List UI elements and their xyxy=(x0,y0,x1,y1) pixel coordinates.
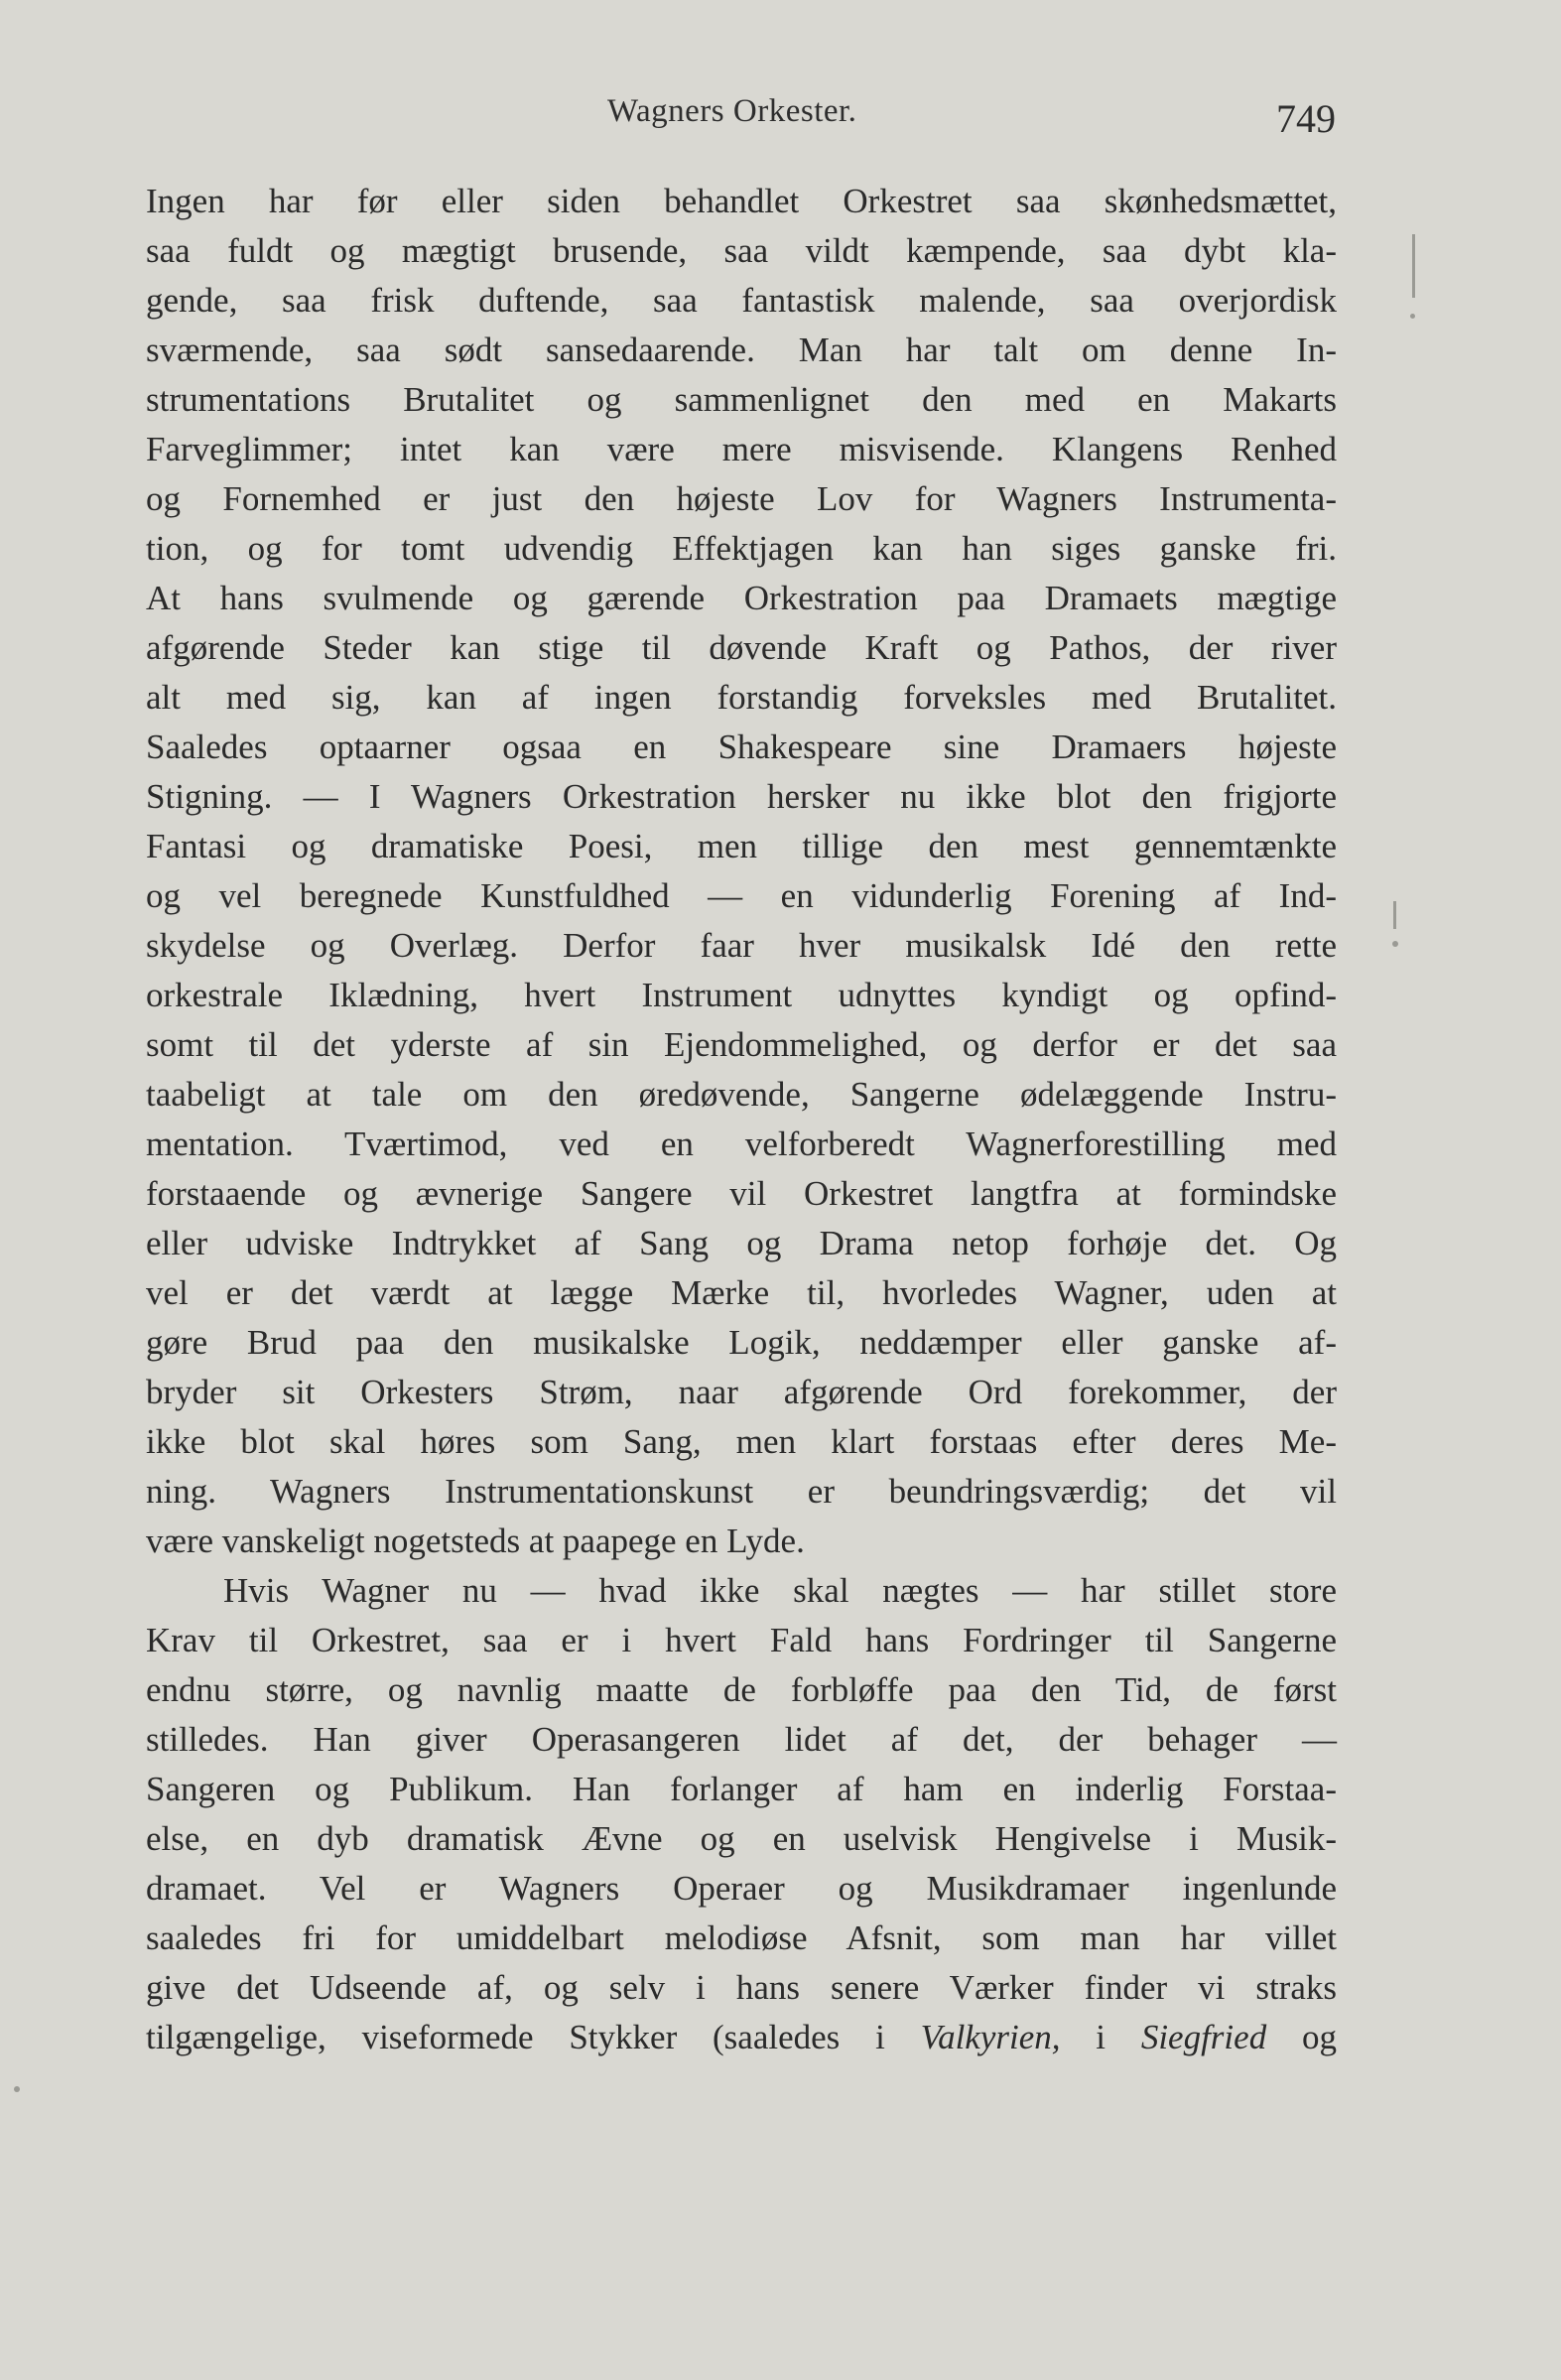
text-line: Fantasi og dramatiske Poesi, men tillige den mest gennemtænkte xyxy=(146,827,1337,865)
text-line: stilledes. Han giver Operasangeren lidet af det, der behager — xyxy=(146,1720,1337,1759)
text-line: skydelse og Overlæg. Derfor faar hver musikalsk Idé den rette xyxy=(146,926,1337,965)
text-fragment: og xyxy=(1266,2018,1337,2056)
text-line: og Fornemhed er just den højeste Lov for Wagners Instrumenta- xyxy=(146,479,1337,518)
text-line: vel er det værdt at lægge Mærke til, hvorledes Wagner, uden at xyxy=(146,1273,1337,1312)
text-line: ning. Wagners Instrumentationskunst er beundringsværdig; det vil xyxy=(146,1472,1337,1511)
text-line: saaledes fri for umiddelbart melodiøse Afsnit, som man har villet xyxy=(146,1918,1337,1957)
text-line: og vel beregnede Kunstfuldhed — en vidunderlig Forening af Ind- xyxy=(146,876,1337,915)
text-line-with-titles xyxy=(146,2013,1337,2062)
text-fragment: i xyxy=(1060,2018,1141,2056)
text-line: Farveglimmer; intet kan være mere misvisende. Klangens Renhed xyxy=(146,430,1337,468)
margin-speck xyxy=(1412,234,1415,298)
text-line: taabeligt at tale om den øredøvende, Sangerne ødelæggende Instru- xyxy=(146,1075,1337,1114)
text-line: afgørende Steder kan stige til døvende Kraft og Pathos, der river xyxy=(146,628,1337,667)
text-line: strumentations Brutalitet og sammenlignet den med en Makarts xyxy=(146,380,1337,419)
paragraph-start-line: Hvis Wagner nu — hvad ikke skal nægtes — har stillet store xyxy=(223,1571,1337,1610)
text-line: gøre Brud paa den musikalske Logik, neddæmper eller ganske af- xyxy=(146,1323,1337,1362)
text-line: give det Udseende af, og selv i hans senere Værker finder vi straks xyxy=(146,1968,1337,2007)
text-line: Saaledes optaarner ogsaa en Shakespeare sine Dramaers højeste xyxy=(146,727,1337,766)
margin-speck xyxy=(1392,941,1398,947)
page-number: 749 xyxy=(1276,96,1336,141)
text-line: gende, saa frisk duftende, saa fantastisk malende, saa overjordisk xyxy=(146,281,1337,320)
text-line: sværmende, saa sødt sansedaarende. Man har talt om denne In- xyxy=(146,331,1337,369)
text-line: orkestrale Iklædning, hvert Instrument udnyttes kyndigt og opfind- xyxy=(146,976,1337,1014)
text-line: dramaet. Vel er Wagners Operaer og Musikdramaer ingenlunde xyxy=(146,1869,1337,1908)
work-title: Valkyrien, xyxy=(920,2018,1061,2056)
work-title: Siegfried xyxy=(1140,2018,1267,2056)
text-line: tion, og for tomt udvendig Effektjagen kan han siges ganske fri. xyxy=(146,529,1337,568)
body-text xyxy=(146,177,1337,2062)
text-line: ikke blot skal høres som Sang, men klart forstaas efter deres Me- xyxy=(146,1422,1337,1461)
text-line: saa fuldt og mægtigt brusende, saa vildt kæmpende, saa dybt kla- xyxy=(146,231,1337,270)
text-line: forstaaende og ævnerige Sangere vil Orkestret langtfra at formindske xyxy=(146,1174,1337,1213)
running-head: Wagners Orkester. xyxy=(607,93,857,129)
text-line: else, en dyb dramatisk Ævne og en uselvisk Hengivelse i Musik- xyxy=(146,1819,1337,1858)
paragraph-end-line: være vanskeligt nogetsteds at paapege en Lyde. xyxy=(146,1521,805,1560)
text-fragment: tilgængelige, viseformede Stykker (saaledes i xyxy=(146,2018,921,2056)
text-line: somt til det yderste af sin Ejendommelighed, og derfor er det saa xyxy=(146,1025,1337,1064)
text-line: mentation. Tværtimod, ved en velforberedt Wagnerforestilling med xyxy=(146,1124,1337,1163)
text-line: Stigning. — I Wagners Orkestration hersker nu ikke blot den frigjorte xyxy=(146,777,1337,816)
text-line: eller udviske Indtrykket af Sang og Drama netop forhøje det. Og xyxy=(146,1224,1337,1262)
text-line: Ingen har før eller siden behandlet Orkestret saa skønhedsmættet, xyxy=(146,182,1337,220)
text-line: alt med sig, kan af ingen forstandig forveksles med Brutalitet. xyxy=(146,678,1337,717)
text-line: endnu større, og navnlig maatte de forbløffe paa den Tid, de først xyxy=(146,1670,1337,1709)
margin-speck xyxy=(14,2086,20,2092)
text-line: At hans svulmende og gærende Orkestration paa Dramaets mægtige xyxy=(146,579,1337,617)
text-line: bryder sit Orkesters Strøm, naar afgørende Ord forekommer, der xyxy=(146,1373,1337,1411)
margin-speck xyxy=(1393,901,1396,929)
text-line: Sangeren og Publikum. Han forlanger af ham en inderlig Forstaa- xyxy=(146,1770,1337,1808)
text-line: Krav til Orkestret, saa er i hvert Fald hans Fordringer til Sangerne xyxy=(146,1621,1337,1659)
margin-speck xyxy=(1410,314,1415,319)
